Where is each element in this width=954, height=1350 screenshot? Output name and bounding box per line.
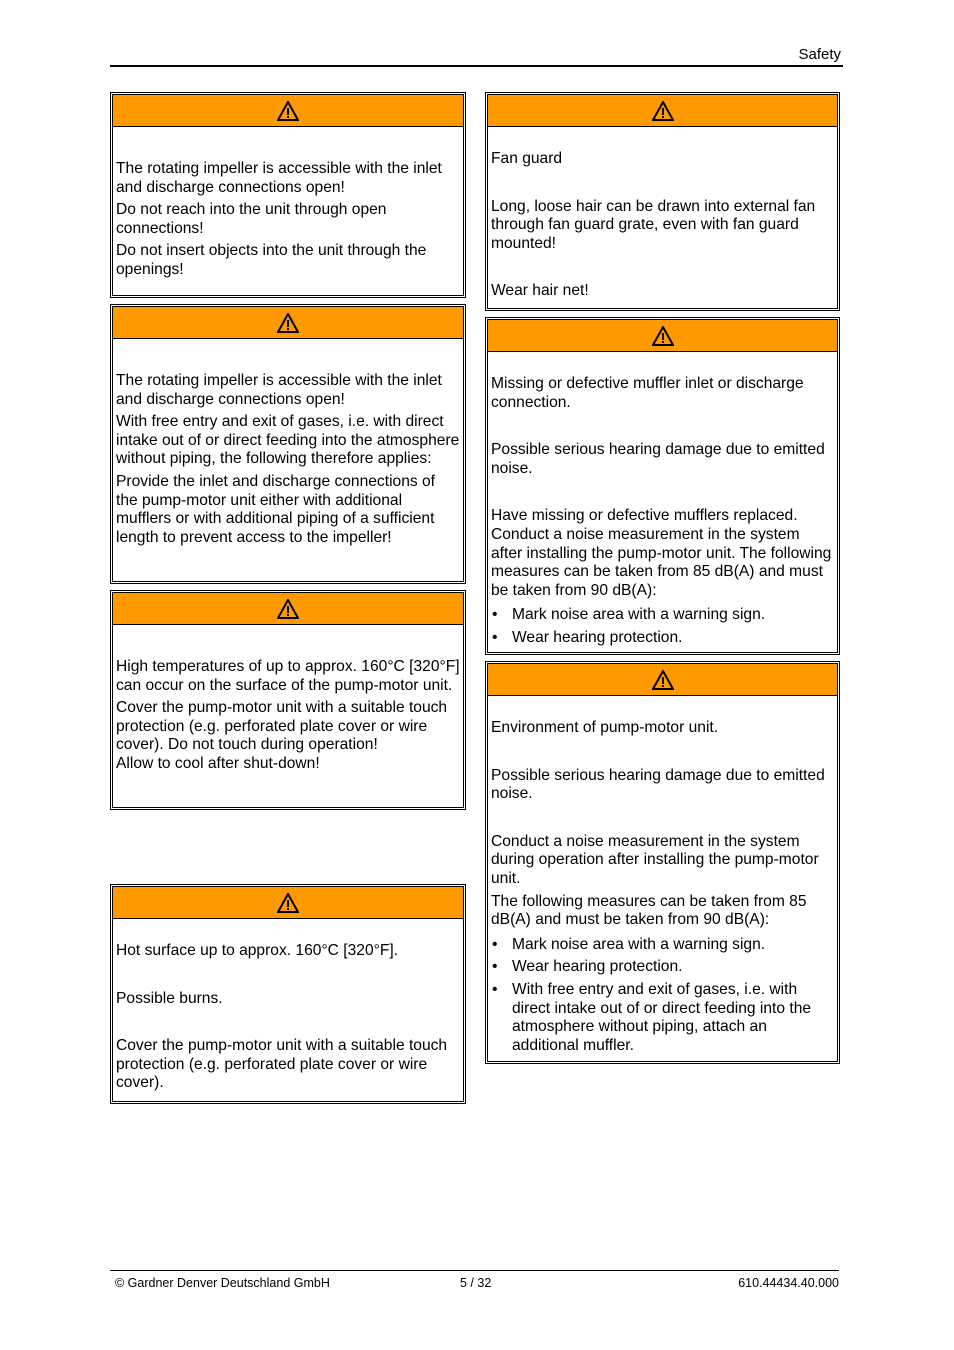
warning-text: High temperatures of up to approx. 160°C [320°F] can occur on the surface of the pump-motor unit. xyxy=(116,658,460,694)
hazard-consequence: Possible serious hearing damage due to emitted noise. xyxy=(491,766,825,803)
warning-triangle-icon xyxy=(652,101,674,121)
warning-box-fan-guard xyxy=(485,92,840,311)
footer-copyright: © Gardner Denver Deutschland GmbH xyxy=(115,1276,330,1290)
warning-triangle-icon xyxy=(277,599,299,619)
warning-bar xyxy=(488,320,837,352)
page-section-title: Safety xyxy=(798,46,841,63)
warning-triangle-icon xyxy=(652,326,674,346)
warning-bar xyxy=(113,95,463,127)
list-item: • With free entry and exit of gases, i.e. with direct intake out of or direct feeding into the atmosphere without piping, attach an additional muffler. xyxy=(491,981,834,1055)
warning-text: With free entry and exit of gases, i.e. with direct intake out of or direct feeding into the atmosphere without piping, the following therefore applies: xyxy=(116,413,460,468)
warning-bar xyxy=(113,887,463,919)
list-item: • Mark noise area with a warning sign. xyxy=(491,936,834,955)
list-item: • Wear hearing protection. xyxy=(491,629,834,648)
warning-text: Provide the inlet and discharge connections of the pump-motor unit either with additional mufflers or with additional piping of a sufficient length to prevent access to the impeller! xyxy=(116,472,436,546)
warning-box-impeller-access xyxy=(110,92,466,298)
warning-triangle-icon xyxy=(652,670,674,690)
warning-text: Do not insert objects into the unit through the openings! xyxy=(116,242,427,278)
warning-bar xyxy=(488,95,837,127)
warning-bar xyxy=(113,593,463,625)
footer-page-number: 5 / 32 xyxy=(460,1276,492,1290)
header-rule xyxy=(110,65,843,67)
hazard-source: Missing or defective muffler inlet or discharge connection. xyxy=(491,375,804,411)
warning-triangle-icon xyxy=(277,101,299,121)
hazard-source: Hot surface up to approx. 160°C [320°F]. xyxy=(116,942,399,959)
hazard-measure: Have missing or defective mufflers replaced. Conduct a noise measurement in the system after installing the pump-motor unit. The following measures can be taken from 85 dB(A) and must be taken from 90 dB(A): xyxy=(491,507,832,599)
warning-text: The rotating impeller is accessible with the inlet and discharge connections open! xyxy=(116,160,442,196)
warning-text: Cover the pump-motor unit with a suitable touch protection (e.g. perforated plate cover or wire cover). Do not touch during operation! xyxy=(116,699,448,754)
hazard-source: Fan guard xyxy=(491,150,563,167)
hazard-measure: Cover the pump-motor unit with a suitable touch protection (e.g. perforated plate cover or wire cover). xyxy=(116,1037,448,1092)
warning-box-noise-environment xyxy=(485,661,840,1064)
footer-rule xyxy=(110,1270,839,1271)
warning-text: The rotating impeller is accessible with the inlet and discharge connections open! xyxy=(116,372,442,408)
measure-list xyxy=(491,936,834,1056)
hazard-measure: Conduct a noise measurement in the system during operation after installing the pump-motor unit. xyxy=(491,832,819,887)
hazard-source: Environment of pump-motor unit. xyxy=(491,719,719,736)
list-item: • Wear hearing protection. xyxy=(491,958,834,977)
footer-document-number: 610.44434.40.000 xyxy=(738,1276,839,1290)
warning-box-muffler xyxy=(485,317,840,655)
warning-triangle-icon xyxy=(277,313,299,333)
hazard-consequence: Possible serious hearing damage due to emitted noise. xyxy=(491,441,825,477)
list-item: • Mark noise area with a warning sign. xyxy=(491,606,834,625)
warning-text: Do not reach into the unit through open connections! xyxy=(116,201,387,237)
hazard-consequence: Long, loose hair can be drawn into external fan through fan guard grate, even with fan guard mounted! xyxy=(491,197,816,252)
hazard-measure-thresholds: The following measures can be taken from 85 dB(A) and must be taken from 90 dB(A): xyxy=(491,892,807,929)
warning-box-high-temperature xyxy=(110,590,466,810)
warning-text: Allow to cool after shut-down! xyxy=(116,754,320,772)
warning-box-hot-surface xyxy=(110,884,466,1104)
warning-triangle-icon xyxy=(277,893,299,913)
measure-list xyxy=(491,606,834,647)
hazard-consequence: Possible burns. xyxy=(116,989,223,1007)
warning-box-impeller-free-entry xyxy=(110,304,466,584)
hazard-measure: Wear hair net! xyxy=(491,282,589,300)
warning-bar xyxy=(488,664,837,696)
warning-bar xyxy=(113,307,463,339)
